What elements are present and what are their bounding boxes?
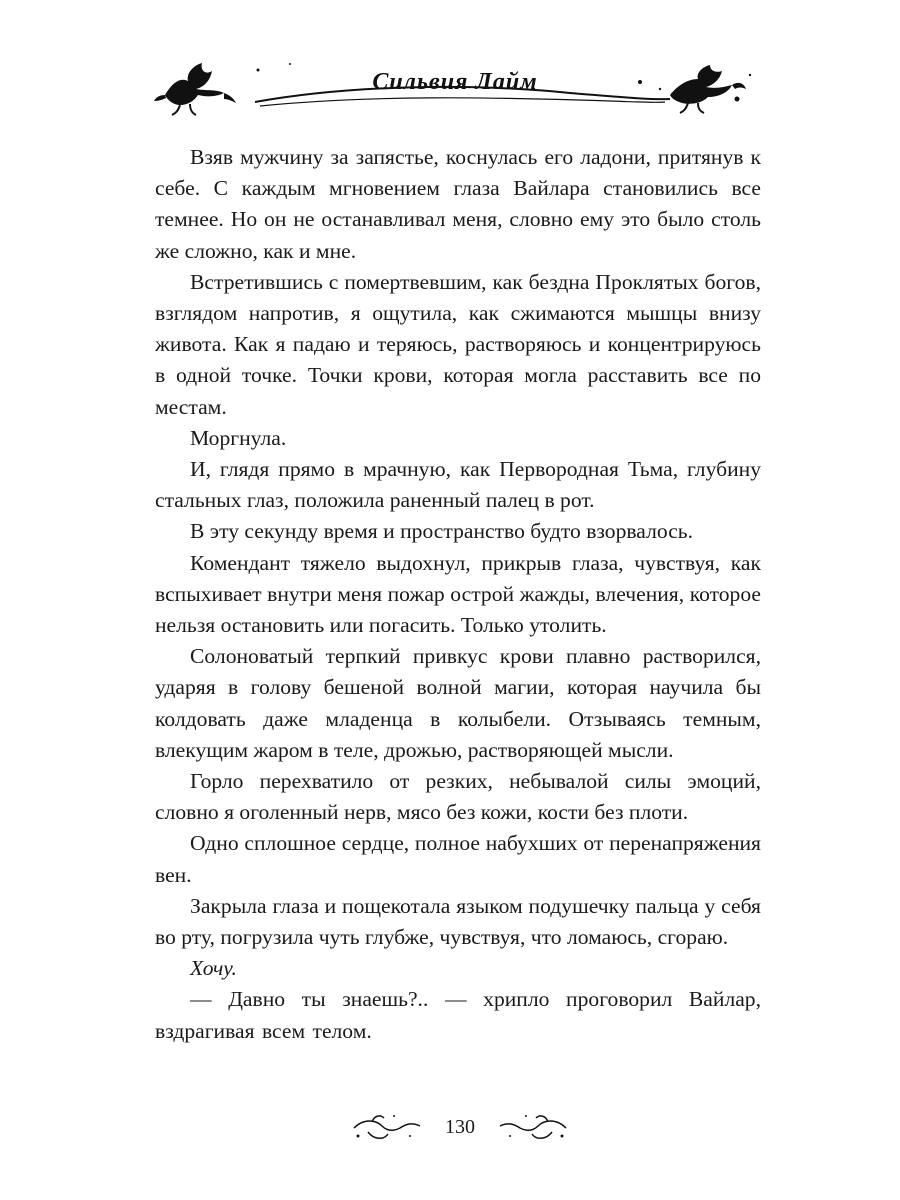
paragraph: Закрыла глаза и пощекотала языком подушечку пальца у себя во рту, погрузила чуть глубже, чувствуя, что ломаюсь, сгораю. <box>155 893 761 950</box>
star-dot <box>735 97 740 102</box>
body-text <box>155 142 761 1047</box>
page-footer <box>350 1108 570 1148</box>
paragraph: Встретившись с помертвевшим, как бездна Проклятых богов, взглядом напротив, я ощутила, как сжимаются мышцы внизу живота. Как я падаю и теряюсь, растворяюсь и концентрируюсь в одной точке. Точки крови, которая могла расставить все по местам. <box>155 269 761 419</box>
paragraph: И, глядя прямо в мрачную, как Первородная Тьма, глубину стальных глаз, положила раненный палец в рот. <box>155 457 761 513</box>
paragraph: Солоноватый терпкий привкус крови плавно растворился, ударяя в голову бешеной волной магии, которая научила бы колдовать даже младенца в колыбели. Отзываясь темным, влекущим жаром в теле, дрожью, растворяющей мысли. <box>155 644 761 762</box>
paragraph: В эту секунду время и пространство будто взорвалось. <box>190 519 694 544</box>
paragraph: Одно сплошное сердце, полное набухших от перенапряжения вен. <box>155 831 761 887</box>
page-number: 130 <box>445 1116 475 1138</box>
paragraph: Взяв мужчину за запястье, коснулась его ладони, притянув к себе. С каждым мгновением глаза Вайлара становились все темнее. Но он не останавливал меня, словно ему это было столь же сложно, как и мне. <box>155 145 761 263</box>
author-name: Сильвия Лайм <box>372 69 538 95</box>
paragraph: Горло перехватило от резких, небывалой силы эмоций, словно я оголенный нерв, мясо без кожи, кости без плоти. <box>155 769 761 825</box>
paragraph: Моргнула. <box>190 425 287 450</box>
running-header <box>150 55 760 125</box>
header-swoosh <box>260 98 665 106</box>
paragraph: Комендант тяжело выдохнул, прикрыв глаза, чувствуя, как вспыхивает внутри меня пожар острой жажды, влечения, которое нельзя остановить или погасить. Только утолить. <box>155 550 761 638</box>
paragraph-dialogue: — Давно ты знаешь?.. — хрипло проговорил Вайлар, вздрагивая всем телом. <box>155 987 761 1043</box>
paragraph-italic: Хочу. <box>190 956 237 981</box>
star-dot <box>289 63 291 65</box>
